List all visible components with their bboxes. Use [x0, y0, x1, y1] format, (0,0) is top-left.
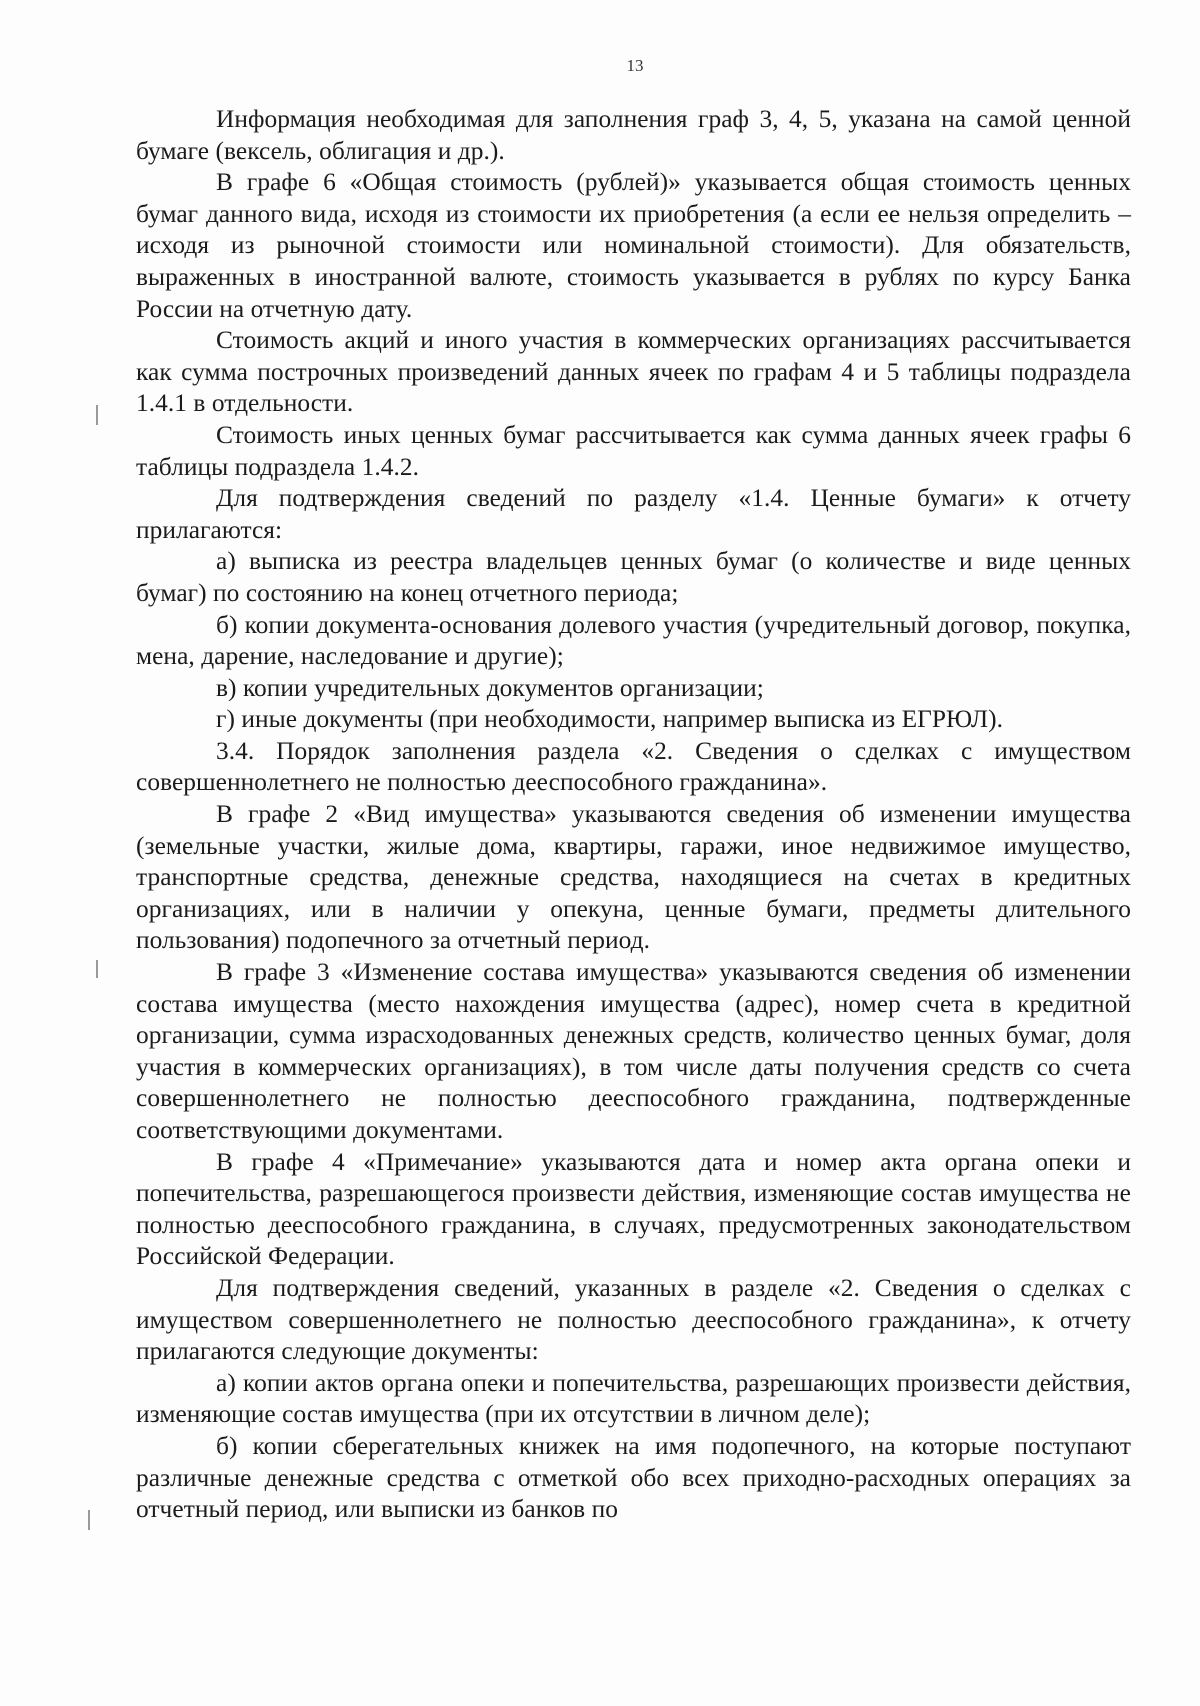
paragraph: Информация необходимая для заполнения граф 3, 4, 5, указана на самой ценной бумаге (вексель, облигация и др.).	[136, 105, 1131, 165]
paragraph: Стоимость акций и иного участия в коммерческих организациях рассчитывается как сумма построчных произведений данных ячеек по графам 4 и 5 таблицы подраздела 1.4.1 в отдельности.	[136, 326, 1131, 418]
scan-margin-mark	[88, 1510, 90, 1530]
list-item: а) выписка из реестра владельцев ценных бумаг (о количестве и виде ценных бумаг) по состоянию на конец отчетного периода;	[136, 547, 1131, 607]
scan-margin-mark	[96, 960, 98, 978]
paragraph: Для подтверждения сведений по разделу «1.4. Ценные бумаги» к отчету прилагаются:	[136, 484, 1131, 544]
paragraph: В графе 3 «Изменение состава имущества» указываются сведения об изменении состава имущества (место нахождения имущества (адрес), номер счета в кредитной организации, сумма израсходованных денежных средств, количество ценных бумаг, доля участия в коммерческих организациях), в том числе даты получения средств со счета совершеннолетнего не полностью дееспособного гражданина, подтвержденные соответствующими документами.	[136, 958, 1131, 1144]
list-item: в) копии учредительных документов организации;	[216, 673, 764, 702]
list-item: а) копии актов органа опеки и попечительства, разрешающих произвести действия, изменяющие состав имущества (при их отсутствии в личном деле);	[136, 1368, 1131, 1429]
paragraph: В графе 2 «Вид имущества» указываются сведения об изменении имущества (земельные участки, жилые дома, квартиры, гаражи, иное недвижимое имущество, транспортные средства, денежные средства, находящиеся на счетах в кредитных организациях, или в наличии у опекуна, ценные бумаги, предметы длительного пользования) подопечного за отчетный период.	[136, 800, 1131, 955]
list-item: г) иные документы (при необходимости, например выписка из ЕГРЮЛ).	[216, 705, 1004, 734]
paragraph: В графе 4 «Примечание» указываются дата и номер акта органа опеки и попечительства, разрешающегося произвести действия, изменяющие состав имущества не полностью дееспособного гражданина, в случаях, предусмотренных законодательством Российской Федерации.	[136, 1147, 1131, 1271]
list-item: б) копии сберегательных книжек на имя подопечного, на которые поступают различные денежные средства с отметкой обо всех приходно-расходных операциях за отчетный период, или выписки из банков по	[136, 1431, 1131, 1524]
document-body	[136, 104, 1131, 1526]
paragraph: Стоимость иных ценных бумаг рассчитывается как сумма данных ячеек графы 6 таблицы подраздела 1.4.2.	[136, 420, 1131, 481]
section-heading: 3.4. Порядок заполнения раздела «2. Сведения о сделках с имуществом совершеннолетнего не полностью дееспособного гражданина».	[136, 736, 1131, 797]
list-item: б) копии документа-основания долевого участия (учредительный договор, покупка, мена, дарение, наследование и другие);	[136, 610, 1131, 671]
paragraph: В графе 6 «Общая стоимость (рублей)» указывается общая стоимость ценных бумаг данного вида, исходя из стоимости их приобретения (а если ее нельзя определить – исходя из рыночной стоимости или номинальной стоимости). Для обязательств, выраженных в иностранной валюте, стоимость указывается в рублях по курсу Банка России на отчетную дату.	[136, 168, 1131, 323]
page-number: 13	[626, 56, 644, 75]
scan-margin-mark	[96, 405, 98, 425]
paragraph: Для подтверждения сведений, указанных в разделе «2. Сведения о сделках с имуществом совершеннолетнего не полностью дееспособного гражданина», к отчету прилагаются следующие документы:	[136, 1273, 1131, 1366]
